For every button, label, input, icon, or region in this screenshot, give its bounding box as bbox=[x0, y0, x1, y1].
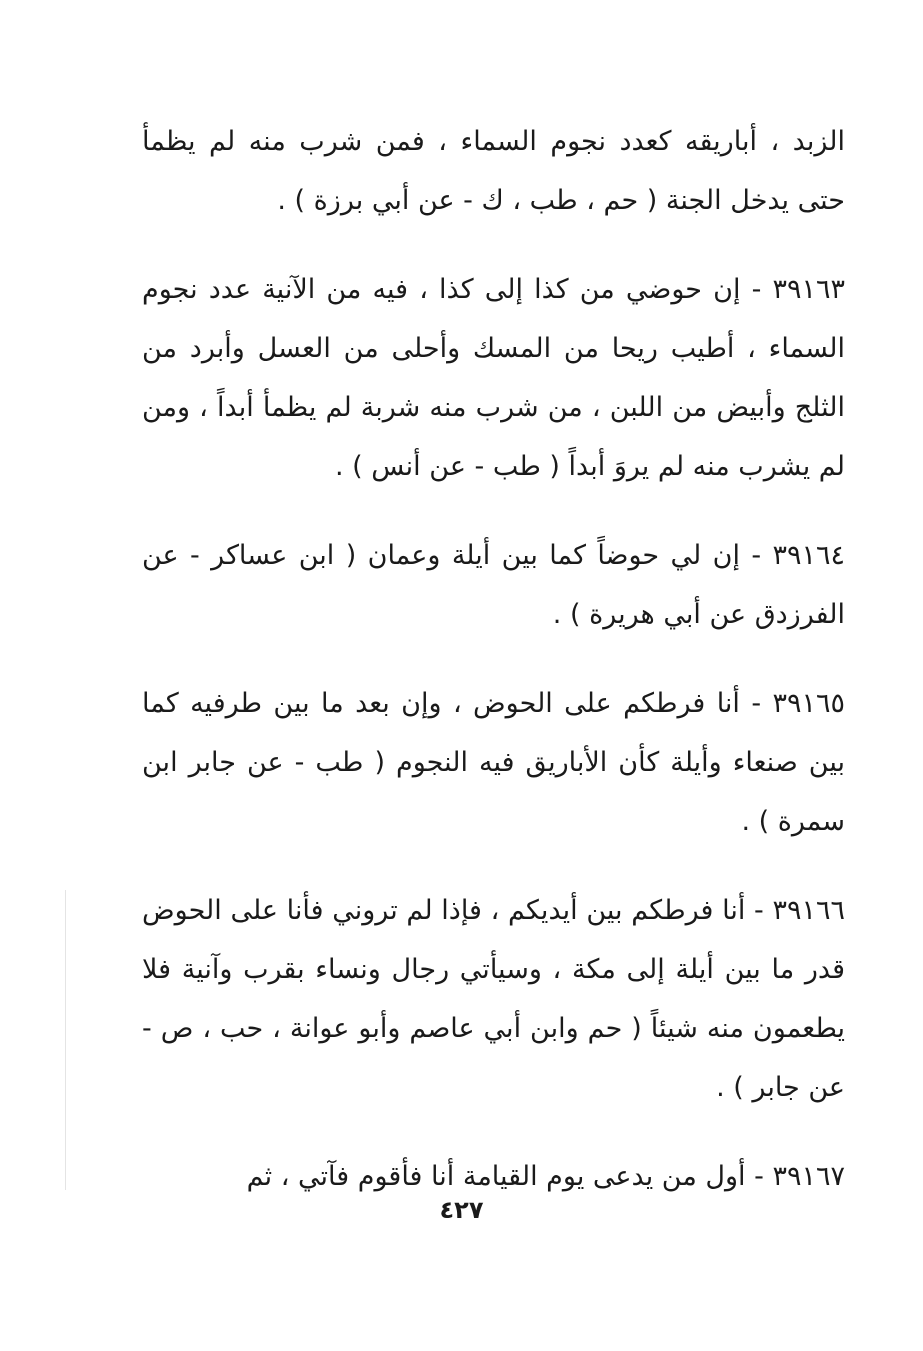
entry-number: ٣٩١٦٦ - bbox=[754, 895, 845, 926]
entry-text: أنا فرطكم على الحوض ، وإن بعد ما بين طرفيه كما بين صنعاء وأيلة كأن الأباريق فيه النجوم ( طب - عن جابر ابن سمرة ) . bbox=[142, 688, 845, 837]
entry-text: أول من يدعى يوم القيامة أنا فأقوم فآتي ، ثم bbox=[246, 1161, 746, 1192]
page-body-text bbox=[142, 112, 845, 1236]
hadith-entry-39164 bbox=[142, 526, 845, 644]
continuation-paragraph bbox=[142, 112, 845, 230]
hadith-entry-39163 bbox=[142, 260, 845, 496]
entry-number: ٣٩١٦٣ - bbox=[751, 274, 845, 305]
entry-number: ٣٩١٦٧ - bbox=[754, 1161, 845, 1192]
paragraph-text: الزبد ، أباريقه كعدد نجوم السماء ، فمن شرب منه لم يظمأ حتى يدخل الجنة ( حم ، طب ، ك - عن أبي برزة ) . bbox=[142, 126, 845, 216]
entry-text: إن حوضي من كذا إلى كذا ، فيه من الآنية عدد نجوم السماء ، أطيب ريحا من المسك وأحلى من العسل وأبرد من الثلج وأبيض من اللبن ، من شرب منه شربة لم يظمأ أبداً ، ومن لم يشرب منه لم يروَ أبداً ( طب - عن أنس ) . bbox=[142, 274, 845, 482]
page-number: ٤٢٧ bbox=[439, 1196, 484, 1224]
scan-margin-line bbox=[65, 890, 66, 1190]
hadith-entry-39165 bbox=[142, 674, 845, 851]
entry-number: ٣٩١٦٤ - bbox=[751, 540, 845, 571]
entry-text: أنا فرطكم بين أيديكم ، فإذا لم تروني فأنا على الحوض قدر ما بين أيلة إلى مكة ، وسيأتي رجال ونساء بقرب وآنية فلا يطعمون منه شيئاً ( حم وابن أبي عاصم وأبو عوانة ، حب ، ص - عن جابر ) . bbox=[142, 895, 845, 1103]
entry-text: إن لي حوضاً كما بين أيلة وعمان ( ابن عساكر - عن الفرزدق عن أبي هريرة ) . bbox=[142, 540, 845, 630]
entry-number: ٣٩١٦٥ - bbox=[751, 688, 845, 719]
hadith-entry-39166 bbox=[142, 881, 845, 1117]
